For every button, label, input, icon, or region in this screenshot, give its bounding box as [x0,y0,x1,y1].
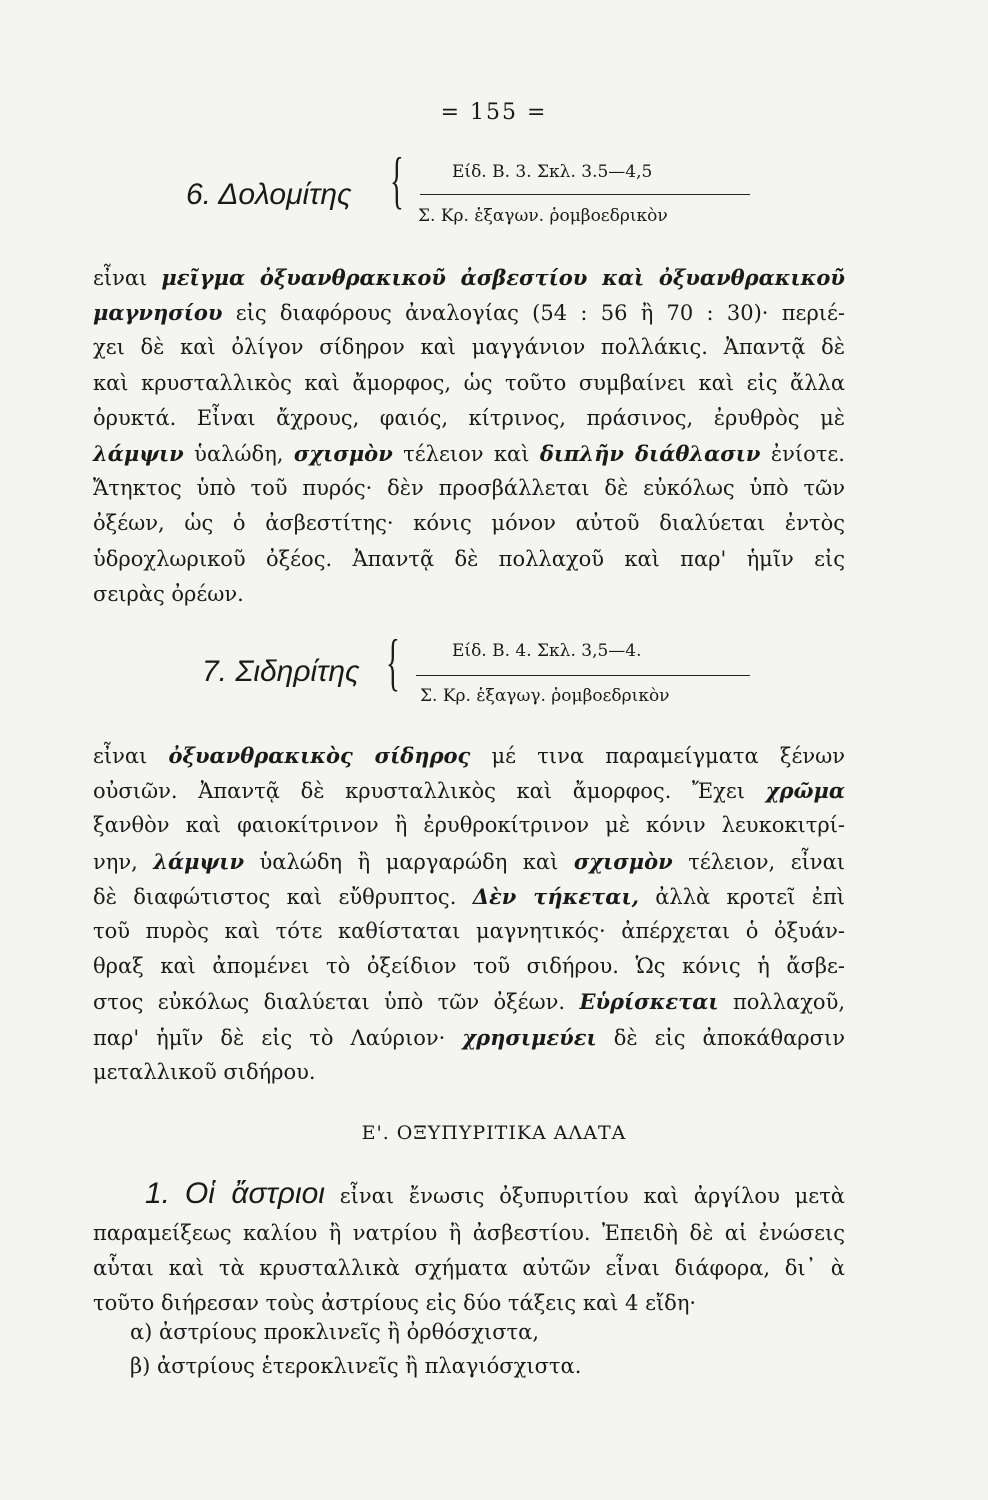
siderite-properties-bottom: Σ. Κρ. ἑξαγωγ. ῥομβοεδρικὸν [420,686,670,706]
emphasis: χρησιμεύει [462,1024,597,1050]
text-line: παραμείξεως καλίου ἢ νατρίου ἢ ἀσβεστίου. Ἐπειδὴ δὲ αἱ ἐνώσεις [93,1221,845,1245]
emphasis: μαγνησίου [93,300,223,326]
item-heading: Οἱ ἄστριοι [184,1177,325,1210]
text-line: τοῦ πυρὸς καὶ τότε καθίσταται μαγνητικός· ἀπέρχεται ὁ ὀξυάν- [93,918,845,943]
list-item: β) ἀστρίους ἑτεροκλινεῖς ἢ πλαγιόσχιστα. [130,1354,582,1378]
text-line: ὀξέων, ὡς ὁ ἀσβεστίτης· κόνις μόνον αὐτοῦ διαλύεται ἐντὸς [93,511,845,536]
text-line: αὗται καὶ τὰ κρυσταλλικὰ σχήματα αὐτῶν εἶναι διάφορα, δι᾽ ὰ [93,1256,845,1281]
text-line: στος εὐκόλως διαλύεται ὑπὸ τῶν ὀξέων. Εὑρίσκεται πολλαχοῦ, [93,989,846,1015]
list-item: α) ἀστρίους προκλινεῖς ἢ ὀρθόσχιστα, [130,1320,540,1344]
text-line: ὀρυκτά. Εἶναι ἄχρους, φαιός, κίτρινος, πράσινος, ἐρυθρὸς μὲ [93,405,845,430]
item-number: 1. [145,1177,171,1210]
siderite-title: 7. Σιδηρίτης [202,655,360,688]
text-line: μαγνησίου εἰς διαφόρους ἀναλογίας (54 : 56 ἢ 70 : 30)· περιέ- [93,300,845,326]
divider [416,675,750,676]
emphasis: μεῖγμα ὀξυανθρακικοῦ ἀσβεστίου καὶ ὀξυανθρακικοῦ [161,265,845,290]
emphasis: λάμψιν [93,440,184,466]
text-line: παρ' ἡμῖν δὲ εἰς τὸ Λαύριον· χρησιμεύει δὲ εἰς ἀποκάθαρσιν [93,1024,845,1050]
emphasis: ὀξυανθρακικὸς σίδηρος [168,743,471,768]
dolomite-description [93,260,845,612]
emphasis: λάμψιν [153,848,245,874]
text-line: τοῦτο διήρεσαν τοὺς ἀστρίους εἰς δύο τάξεις καὶ 4 εἴδη· [93,1291,697,1316]
feldspar-description [93,1176,845,1322]
siderite-properties-top: Είδ. Β. 4. Σκλ. 3,5—4. [452,641,642,661]
text-line: δὲ διαφώτιστος καὶ εὔθρυπτος. Δὲν τήκεται, ἀλλὰ κροτεῖ ἐπὶ [93,883,845,909]
brace-icon: { [390,144,404,215]
text-line: σειρὰς ὀρέων. [93,581,244,606]
text-line: Ἄτηκτος ὑπὸ τοῦ πυρός· δὲν προσβάλλεται δὲ εὐκόλως ὑπὸ τῶν [93,476,845,501]
page-number: = 155 = [440,100,548,125]
text-line: λάμψιν ὑαλώδη, σχισμὸν τέλειον καὶ διπλῆν διάθλασιν ἐνίοτε. [93,440,845,466]
text-line: ὑδροχλωρικοῦ ὀξέος. Ἀπαντᾷ δὲ πολλαχοῦ καὶ παρ' ἡμῖν εἰς [93,546,845,571]
text-line: νην, λάμψιν ὑαλώδη ἢ μαργαρώδη καὶ σχισμὸν τέλειον, εἶναι [93,848,845,874]
dolomite-title: 6. Δολομίτης [186,178,352,211]
brace-icon: { [386,626,400,697]
text-line: ξανθὸν καὶ φαιοκίτρινον ἢ ἐρυθροκίτρινον μὲ κόνιν λευκοκιτρί- [93,813,845,838]
text-line: 1. Οἱ ἄστριοι εἶναι ἔνωσις ὀξυπυριτίου καὶ ἀργίλου μετὰ [145,1177,845,1210]
siderite-description [93,738,845,1090]
text-line: εἶναι μεῖγμα ὀξυανθρακικοῦ ἀσβεστίου καὶ ὀξυανθρακικοῦ [93,265,845,290]
text-line: καὶ κρυσταλλικὸς καὶ ἄμορφος, ὡς τοῦτο συμβαίνει καὶ εἰς ἄλλα [93,370,845,395]
emphasis: σχισμὸν [573,848,673,874]
emphasis: χρῶμα [765,778,845,804]
text-line: εἶναι ὀξυανθρακικὸς σίδηρος μέ τινα παραμείγματα ξένων [93,743,845,768]
text-line: οὐσιῶν. Ἀπαντᾷ δὲ κρυσταλλικὸς καὶ ἄμορφος. Ἔχει χρῶμα [93,778,845,804]
dolomite-properties-bottom: Σ. Κρ. ἑξαγων. ῥομβοεδρικὸν [418,206,668,226]
emphasis: διπλῆν διάθλασιν [539,440,761,466]
section-title: Ε'. ΟΞΥΠΥΡΙΤΙΚΑ ΑΛΑΤΑ [361,1122,627,1144]
emphasis: σχισμὸν [293,440,393,466]
emphasis: Εὑρίσκεται [579,989,719,1015]
dolomite-properties-top: Είδ. Β. 3. Σκλ. 3.5—4,5 [452,162,653,182]
emphasis: Δὲν τήκεται, [472,883,639,909]
text-line: θραξ καὶ ἀπομένει τὸ ὀξείδιον τοῦ σιδήρου. Ὡς κόνις ἡ ἄσβε- [93,954,845,979]
text-line: χει δὲ καὶ ὀλίγον σίδηρον καὶ μαγγάνιον πολλάκις. Ἀπαντᾷ δὲ [93,335,845,360]
divider [420,194,750,195]
text-line: μεταλλικοῦ σιδήρου. [93,1059,316,1084]
